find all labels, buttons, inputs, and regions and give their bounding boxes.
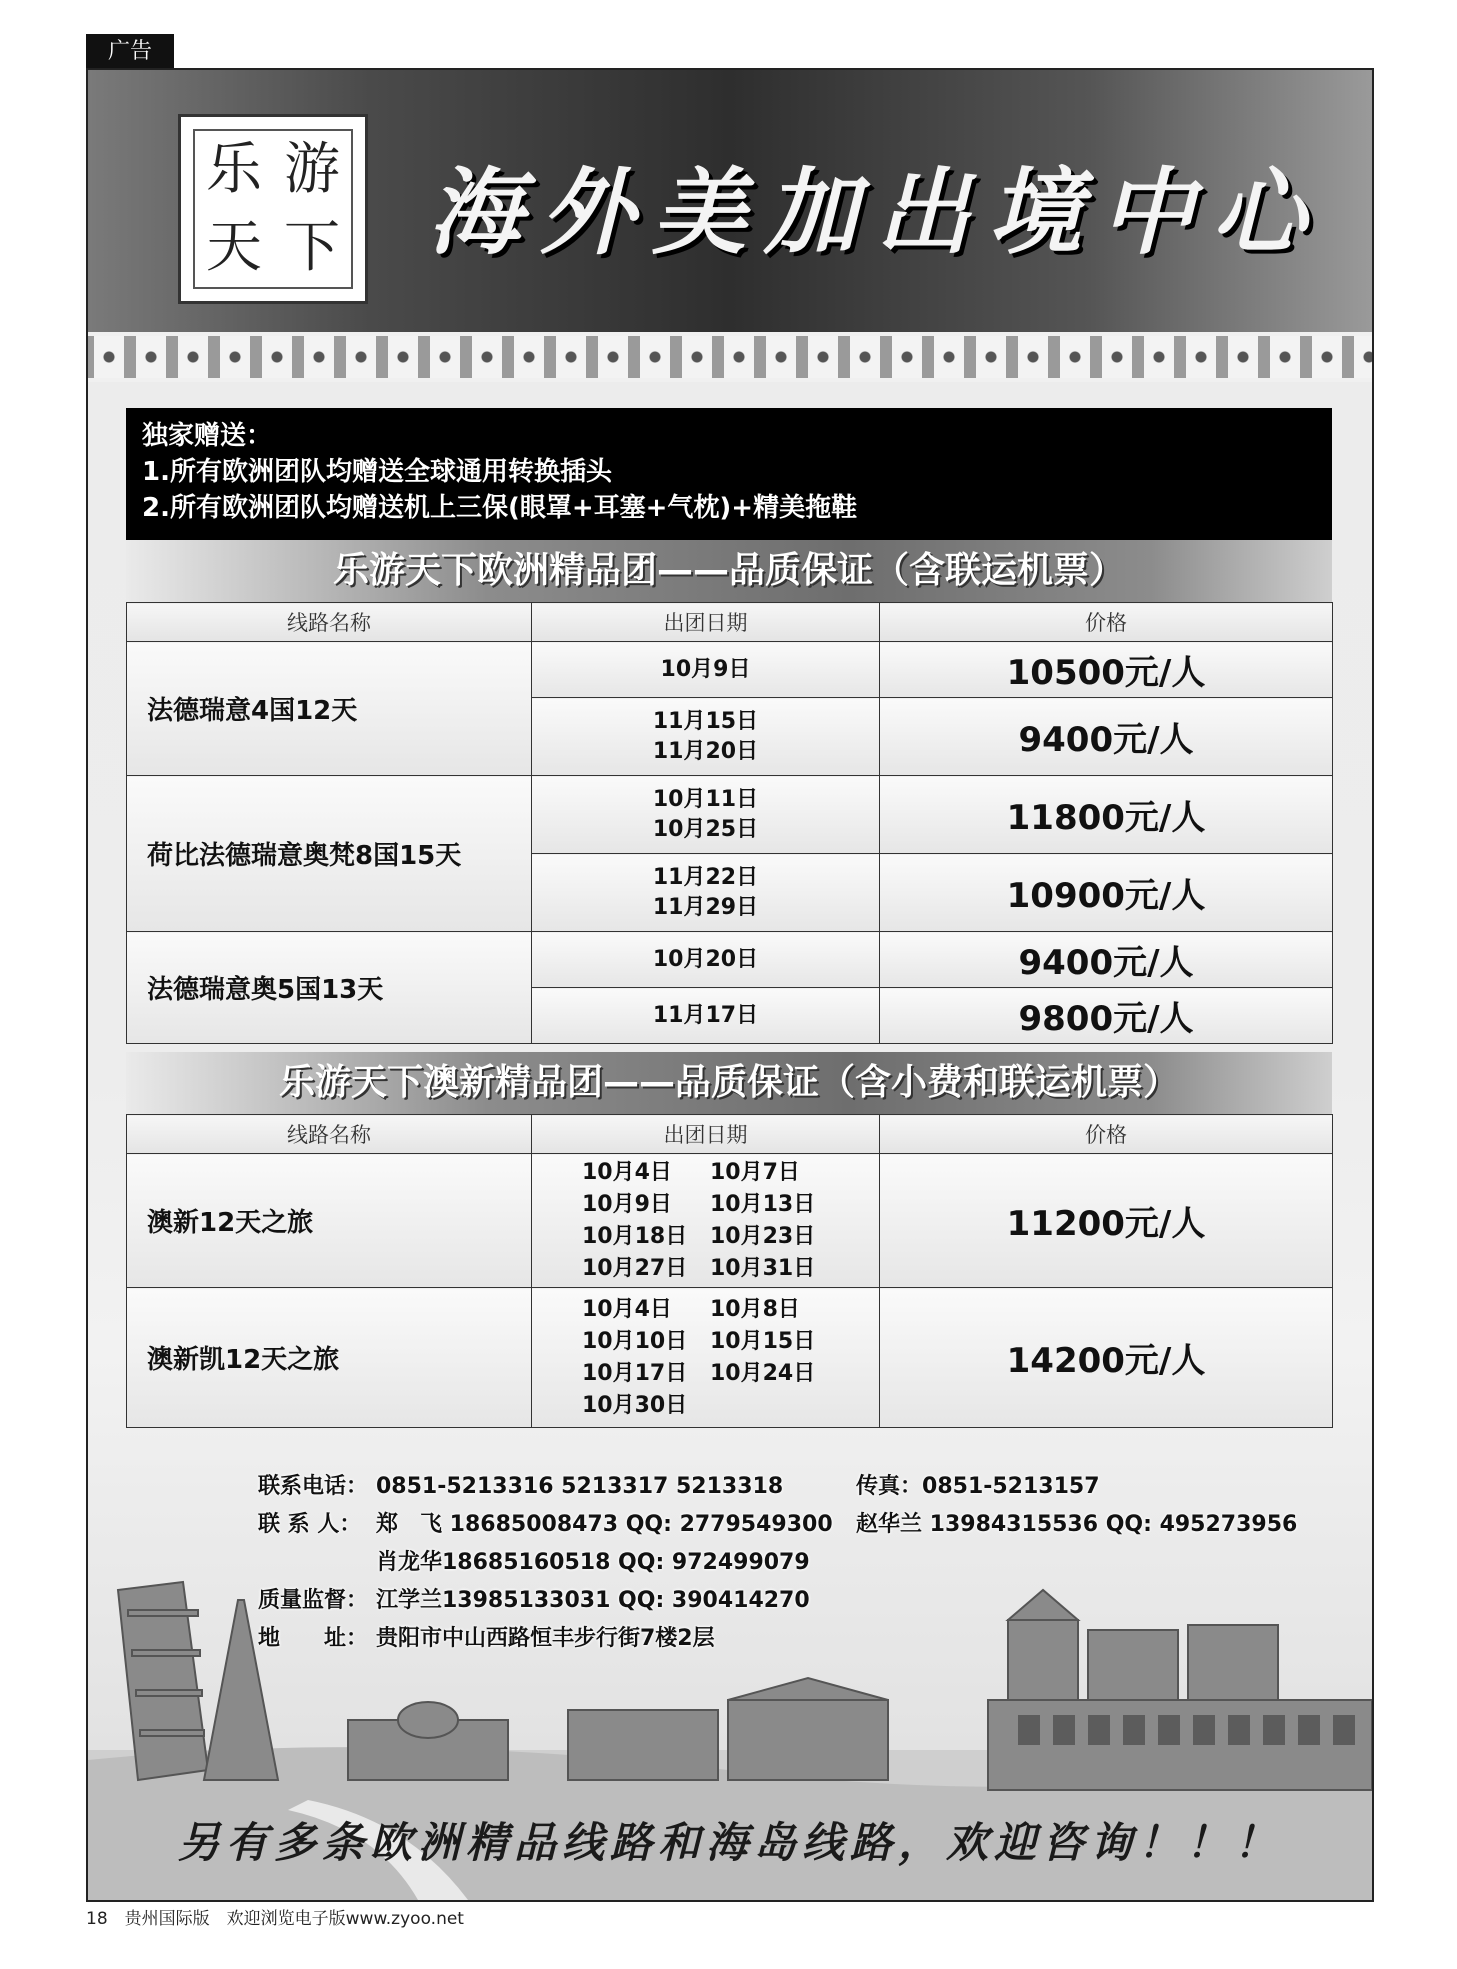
price: 11200元/人: [880, 1154, 1333, 1288]
departure-date: 10月9日: [532, 642, 880, 698]
departure-date: 11月17日: [532, 988, 880, 1044]
aunz-heading: 乐游天下澳新精品团——品质保证（含小费和联运机票）: [126, 1052, 1332, 1114]
col-price: 价格: [880, 1115, 1333, 1154]
logo-char: 游: [284, 137, 340, 202]
route-name: 澳新凯12天之旅: [127, 1288, 532, 1428]
col-date: 出团日期: [532, 603, 880, 642]
gift-heading: 独家赠送：: [142, 421, 273, 451]
price: 9400元/人: [880, 698, 1333, 776]
logo-char: 下: [284, 215, 340, 280]
ad-tag: 广告: [86, 34, 174, 70]
table-row: [127, 932, 1333, 988]
table-row: [127, 776, 1333, 854]
aunz-table: [126, 1114, 1333, 1428]
departure-date: 10月20日: [532, 932, 880, 988]
departure-date: 10月11日 10月25日: [532, 776, 880, 854]
departure-date: 11月22日 11月29日: [532, 854, 880, 932]
price: 14200元/人: [880, 1288, 1333, 1428]
lace-divider: [88, 332, 1372, 382]
route-name: 澳新12天之旅: [127, 1154, 532, 1288]
logo-char: 乐: [206, 137, 262, 202]
slogan: 另有多条欧洲精品线路和海岛线路，欢迎咨询！！！: [177, 1818, 1282, 1867]
price: 10500元/人: [880, 642, 1333, 698]
address: 贵阳市中山西路恒丰步行街7楼2层: [376, 1626, 715, 1651]
table-row: [127, 1288, 1333, 1428]
route-name: 荷比法德瑞意奥梵8国15天: [127, 776, 532, 932]
col-date: 出团日期: [532, 1115, 880, 1154]
price: 9800元/人: [880, 988, 1333, 1044]
quality-contact: 江学兰13985133031 QQ: 390414270: [376, 1588, 810, 1613]
price: 9400元/人: [880, 932, 1333, 988]
page-footer: 18 贵州国际版 欢迎浏览电子版www.zyoo.net: [86, 1909, 464, 1929]
table-header-row: [127, 603, 1333, 642]
price: 10900元/人: [880, 854, 1333, 932]
col-price: 价格: [880, 603, 1333, 642]
departure-dates: 10月4日 10月8日 10月10日 10月15日 10月17日 10月24日 10月30日: [532, 1288, 880, 1428]
departure-date: 11月15日 11月20日: [532, 698, 880, 776]
contact-person: 郑 飞 18685008473 QQ: 2779549300: [376, 1512, 833, 1537]
col-route: 线路名称: [127, 1115, 532, 1154]
phone-numbers: 0851-5213316 5213317 5213318: [376, 1474, 784, 1499]
contact-person: 肖龙华18685160518 QQ: 972499079: [376, 1550, 810, 1575]
logo: [178, 114, 368, 304]
table-row: [127, 642, 1333, 698]
contact-person-label: 联 系 人：: [258, 1512, 362, 1537]
departure-dates: 10月4日 10月7日 10月9日 10月13日 10月18日 10月23日 10月27日 10月31日: [532, 1154, 880, 1288]
gift-line: 1.所有欧洲团队均赠送全球通用转换插头: [142, 457, 612, 487]
route-name: 法德瑞意4国12天: [127, 642, 532, 776]
europe-table: [126, 602, 1333, 1044]
contact-person: 赵华兰 13984315536 QQ: 495273956: [856, 1512, 1298, 1537]
fax-label: 传真：: [856, 1474, 923, 1499]
europe-heading: 乐游天下欧洲精品团——品质保证（含联运机票）: [126, 540, 1332, 602]
gift-box: [126, 408, 1332, 544]
table-header-row: [127, 1115, 1333, 1154]
page-title: 海外美加出境中心: [428, 158, 1325, 268]
quality-label: 质量监督：: [258, 1588, 369, 1613]
contact-info: [258, 1468, 1358, 1658]
price: 11800元/人: [880, 776, 1333, 854]
address-label: 地 址：: [258, 1626, 369, 1651]
logo-char: 天: [206, 215, 262, 280]
gift-line: 2.所有欧洲团队均赠送机上三保(眼罩+耳塞+气枕)+精美拖鞋: [142, 493, 858, 523]
col-route: 线路名称: [127, 603, 532, 642]
fax-number: 0851-5213157: [922, 1474, 1100, 1499]
advertisement-frame: [86, 68, 1374, 1902]
table-row: [127, 1154, 1333, 1288]
route-name: 法德瑞意奥5国13天: [127, 932, 532, 1044]
phone-label: 联系电话：: [258, 1474, 369, 1499]
header-banner: [88, 70, 1372, 340]
